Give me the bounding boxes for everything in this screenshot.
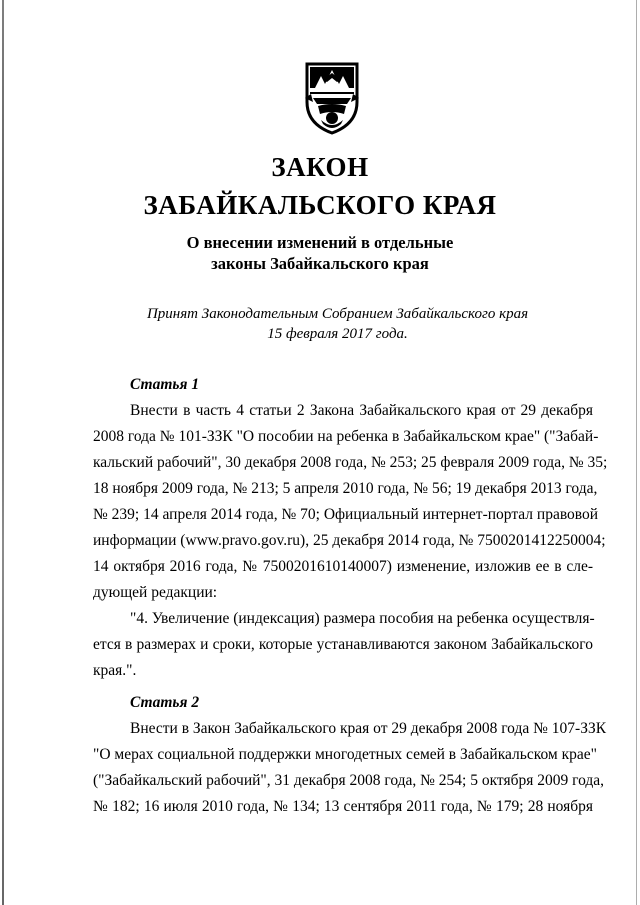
document-subject: О внесении изменений в отдельные [186,233,454,252]
scan-edge [2,0,4,905]
document-subject: законы Забайкальского края [211,254,429,273]
article-1-line: 18 ноября 2009 года, № 213; 5 апреля 2010 года, № 56; 19 декабря 2013 года, [93,480,598,497]
article-heading: Статья 2 [130,694,200,711]
article-2-line: Внести в Закон Забайкальского края от 29 декабря 2008 года № 107-ЗЗК [130,720,607,737]
adoption-note: Принят Законодательным Собранием Забайкальского края [146,306,529,322]
adoption-date: 15 февраля 2017 года. [267,326,408,342]
document-title-region: ЗАБАЙКАЛЬСКОГО КРАЯ [143,190,497,220]
article-1-line: кальский рабочий", 30 декабря 2008 года, № 253; 25 февраля 2009 года, № 35; [93,454,608,471]
article-1-line: дующей редакции: [93,584,218,601]
article-heading: Статья 1 [130,376,200,393]
coat-of-arms-icon [301,58,363,136]
article-2-line: ("Забайкальский рабочий", 31 декабря 2008 года, № 254; 5 октября 2009 года, [93,772,605,789]
article-1-quote-line: "4. Увеличение (индексация) размера пособия на ребенка осуществля- [130,610,595,627]
article-1-line: № 239; 14 апреля 2014 года, № 70; Официальный интернет-портал правовой [93,506,599,523]
article-1-quote-line: ется в размерах и сроки, которые устанавливаются законом Забайкальского [93,636,593,653]
scan-edge [636,0,637,905]
document-title: ЗАКОН [271,152,369,182]
article-1-line: информации (www.pravo.gov.ru), 25 декабря 2014 года, № 7500201412250004; [93,532,606,549]
article-1-quote-line: края.". [93,662,137,679]
article-1-line: 14 октября 2016 года, № 7500201610140007) изменение, изложив ее в сле- [93,558,593,575]
article-2-line: № 182; 16 июля 2010 года, № 134; 13 сентября 2011 года, № 179; 28 ноября [93,798,593,815]
article-1-line: Внести в часть 4 статьи 2 Закона Забайкальского края от 29 декабря [130,402,593,419]
article-1-line: 2008 года № 101-ЗЗК "О пособии на ребенка в Забайкальском крае" ("Забай- [93,428,599,445]
article-2-line: "О мерах социальной поддержки многодетных семей в Забайкальском крае" [93,746,597,763]
